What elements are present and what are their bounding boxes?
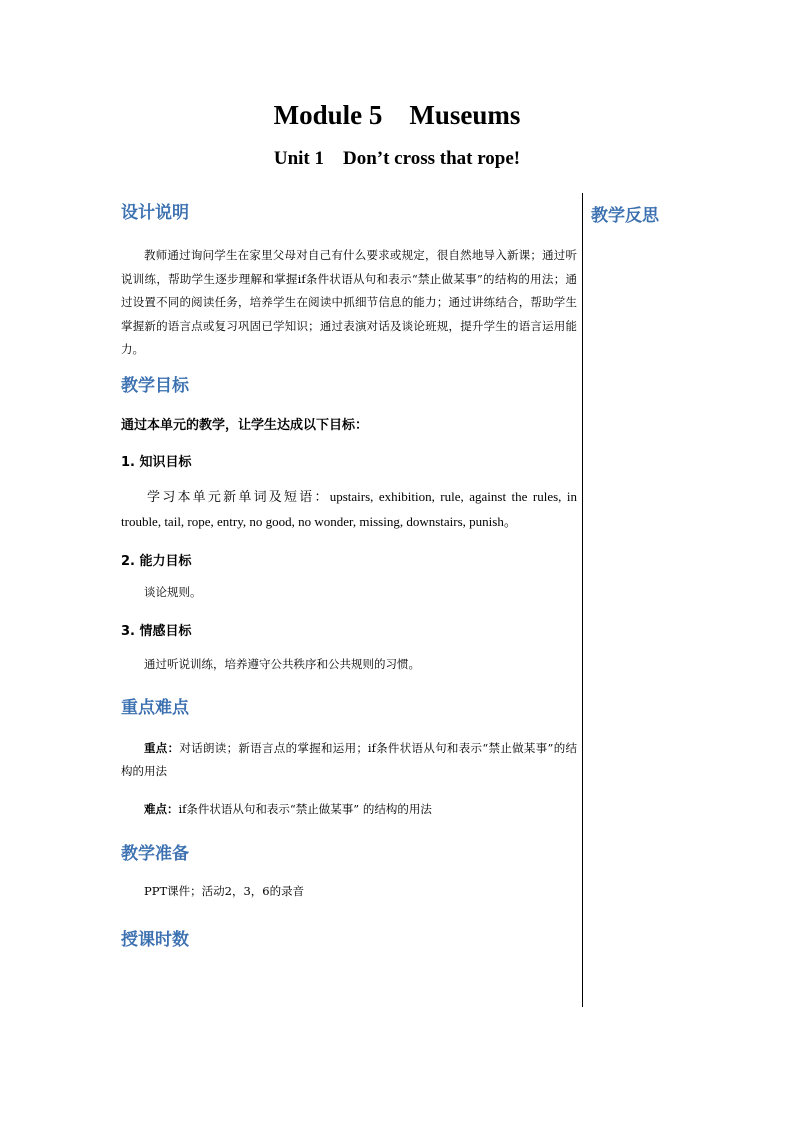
difficulty-label: 难点： [144,801,179,816]
key-point-text [121,737,577,784]
difficulty-body: if条件状语从句和表示“禁止做某事” 的结构的用法 [178,801,432,816]
main-column [121,201,577,952]
design-text: 教师通过询问学生在家里父母对自己有什么要求或规定，很自然地导入新课；通过听说训练，帮助学生逐步理解和掌握if条件状语从句和表示“禁止做某事”的结构的用法；通过设置不同的阅读任务，培养学生在阅读中抓细节信息的能力；通过讲练结合，帮助学生掌握新的语言点或复习巩固已学知识；通过表演对话及谈论班规，提升学生的语言运用能力。 [121,248,577,356]
key-point-label: 重点： [144,740,180,755]
difficulty-text [121,798,577,822]
prep-text: PPT课件；活动2，3，6的录音 [144,884,305,898]
knowledge-goal-text: 学习本单元新单词及短语：upstairs, exhibition, rule, against the rules, in trouble, tail, rope, entry, no good, no wonder, missing, downstairs, punish。 [121,488,577,529]
keypoints-heading: 重点难点 [121,697,189,718]
ability-goal-text: 谈论规则。 [144,584,202,599]
knowledge-goal-title: 1. 知识目标 [121,454,192,470]
page-subtitle: Unit 1 Don’t cross that rope! [273,148,521,169]
ability-goal-title: 2. 能力目标 [121,553,192,569]
prep-heading: 教学准备 [121,844,189,864]
objectives-intro: 通过本单元的教学，让学生达成以下目标： [121,417,369,433]
key-point-body: 对话朗读；新语言点的掌握和运用；if条件状语从句和表示“禁止做某事”的结构的用法 [121,740,577,778]
column-divider [582,193,583,1007]
emotion-goal-title: 3. 情感目标 [121,624,192,639]
reflection-heading: 教学反思 [591,206,659,226]
emotion-goal-text: 通过听说训练，培养遵守公共秩序和公共规则的习惯。 [144,657,420,671]
page-title: Module 5 Museums [273,100,521,130]
hours-heading: 授课时数 [121,929,189,950]
objectives-heading: 教学目标 [121,375,189,396]
design-heading: 设计说明 [121,203,189,223]
